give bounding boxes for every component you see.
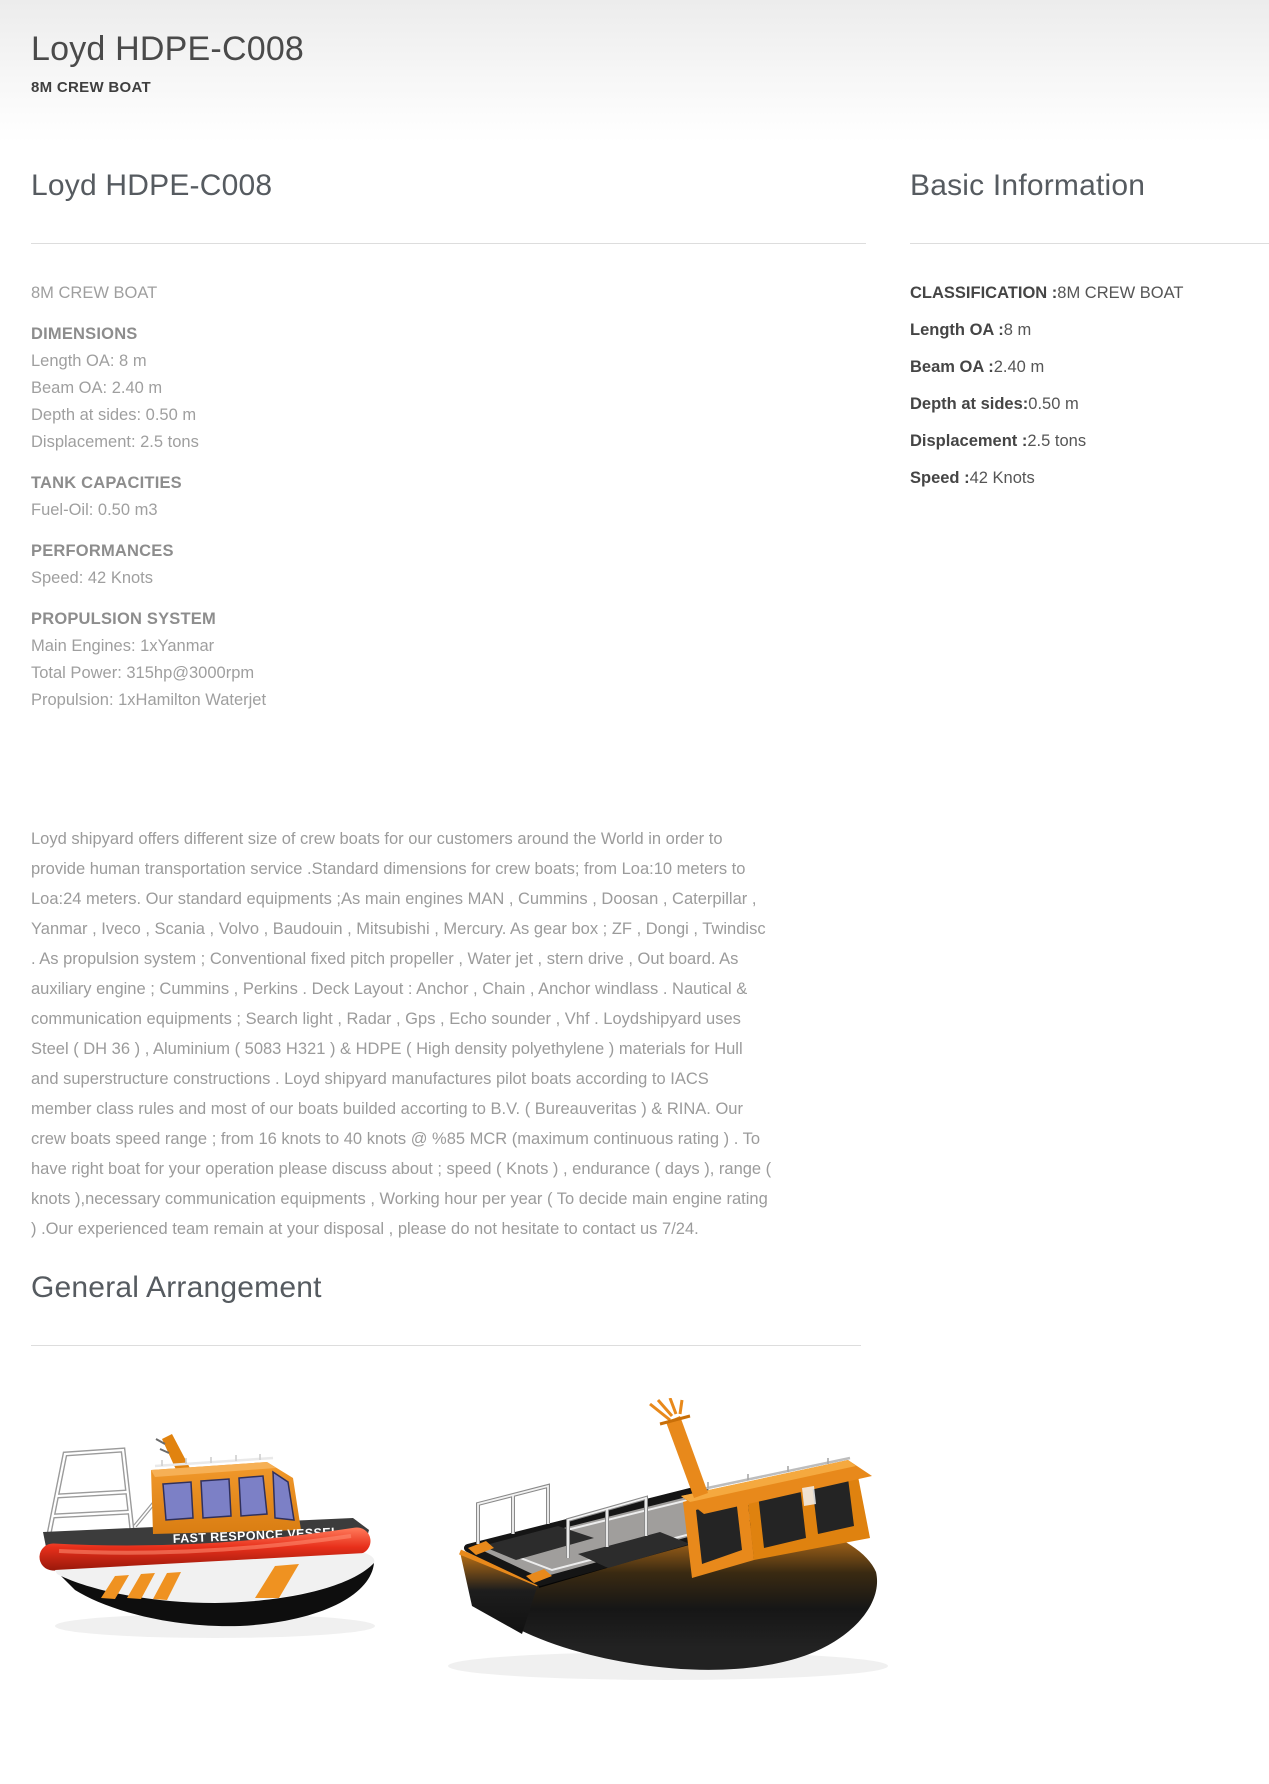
info-row-depth-at-sides: [910, 391, 1269, 418]
boat-illustrations: [31, 1398, 1269, 1688]
general-arrangement-section: [0, 1268, 1269, 1688]
spec-line: Propulsion: 1xHamilton Waterjet: [31, 691, 267, 709]
basic-information-heading: Basic Information: [910, 169, 1146, 202]
spec-group-title: PROPULSION SYSTEM: [31, 610, 216, 628]
info-row-length-oa: [910, 317, 1269, 344]
info-value: 8M CREW BOAT: [1057, 284, 1184, 302]
general-arrangement-heading: General Arrangement: [31, 1271, 322, 1304]
product-heading-divider: [31, 243, 866, 244]
spec-group-propulsion-system: [31, 606, 866, 714]
basic-information-list: [910, 280, 1269, 492]
info-value: 0.50 m: [1028, 395, 1079, 413]
crew-boat-perspective-illustration: [398, 1398, 918, 1688]
spec-group-title: DIMENSIONS: [31, 325, 138, 343]
cabin: [151, 1454, 301, 1534]
spec-line: Beam OA: 2.40 m: [31, 379, 163, 397]
info-label: CLASSIFICATION :: [910, 284, 1058, 302]
info-row-classification: [910, 280, 1269, 307]
info-row-displacement: [910, 428, 1269, 455]
info-label: Beam OA :: [910, 358, 994, 376]
mast: [650, 1398, 708, 1498]
boat-name-text: FAST RESPONCE VESSEL: [172, 1525, 340, 1546]
info-value: 8 m: [1003, 321, 1032, 339]
info-label: Depth at sides:: [910, 395, 1029, 413]
info-label: Speed :: [910, 469, 970, 487]
spec-classification: 8M CREW BOAT: [31, 284, 158, 302]
content-columns: [0, 142, 1269, 1244]
info-value: 2.5 tons: [1027, 432, 1087, 450]
spec-line: Depth at sides: 0.50 m: [31, 406, 197, 424]
info-label: Length OA :: [910, 321, 1004, 339]
general-arrangement-divider: [31, 1345, 861, 1346]
info-value: 2.40 m: [993, 358, 1045, 376]
spec-group-dimensions: [31, 321, 866, 456]
spec-group-title: PERFORMANCES: [31, 542, 174, 560]
product-heading: Loyd HDPE-C008: [31, 169, 273, 202]
info-row-beam-oa: [910, 354, 1269, 381]
page-title: Loyd HDPE-C008: [31, 30, 305, 68]
spec-list: [31, 280, 866, 714]
crew-boat-side-view-illustration: [35, 1430, 380, 1645]
spec-group-tank-capacities: [31, 470, 866, 524]
spec-line: Total Power: 315hp@3000rpm: [31, 664, 255, 682]
spec-line: Fuel-Oil: 0.50 m3: [31, 501, 158, 519]
page-subtitle: 8M CREW BOAT: [31, 79, 151, 96]
spec-line: Main Engines: 1xYanmar: [31, 637, 215, 655]
spec-group-title: TANK CAPACITIES: [31, 474, 182, 492]
info-row-speed: [910, 465, 1269, 492]
basic-information-divider: [910, 243, 1269, 244]
basic-information-panel: [910, 142, 1269, 1244]
spec-line: Displacement: 2.5 tons: [31, 433, 199, 451]
spec-group-performances: [31, 538, 866, 592]
info-label: Displacement :: [910, 432, 1028, 450]
info-value: 42 Knots: [969, 469, 1035, 487]
page-header: [0, 0, 1269, 142]
product-section: [31, 142, 866, 1244]
spec-line: Length OA: 8 m: [31, 352, 147, 370]
spec-line: Speed: 42 Knots: [31, 569, 154, 587]
product-description: Loyd shipyard offers different size of crew boats for our customers around the World in order to provide human transportation service .Standard dimensions for crew boats; from Loa:10 meters to Loa:24 meters. Our standard equipments ;As main engines MAN , Cummins , Doosan , Caterpillar , Yanmar , Iveco , Scania , Volvo , Baudouin , Mitsubishi , Mercury. As gear box ; ZF , Dongi , Twindisc . As propulsion system ; Conventional fixed pitch propeller , Water jet , stern drive , Out board. As auxiliary engine ; Cummins , Perkins . Deck Layout : Anchor , Chain , Anchor windlass . Nautical & communication equipments ; Search light , Radar , Gps , Echo sounder , Vhf . Loydshipyard uses Steel ( DH 36 ) , Aluminium ( 5083 H321 ) & HDPE ( High density polyethylene ) materials for Hull and superstructure constructions . Loyd shipyard manufactures pilot boats according to IACS member class rules and most of our boats builded accorting to B.V. ( Bureauveritas ) & RINA. Our crew boats speed range ; from 16 knots to 40 knots @ %85 MCR (maximum continuous rating ) . To have right boat for your operation please discuss about ; speed ( Knots ) , endurance ( days ), range ( knots ),necessary communication equipments , Working hour per year ( To decide main engine rating ) .Our experienced team remain at your disposal , please do not hesitate to contact us 7/24.: [31, 830, 772, 1238]
